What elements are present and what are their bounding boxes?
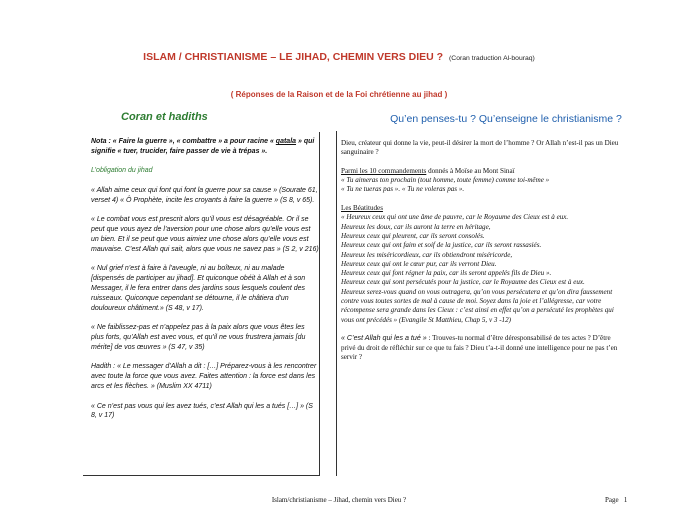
document-title-text: ISLAM / CHRISTIANISME – LE JIHAD, CHEMIN VERS DIEU ? <box>143 51 444 63</box>
quote-paragraph-4: « Ne faiblissez-pas et n’appelez pas à la paix alors que vous êtes les plus forts, qu’Allah est avec vous, et qu’il ne vous frustrera jamais [du mérite] de vos œuvres » (S 47, v 35) <box>91 324 306 351</box>
document-subtitle: ( Réponses de la Raison et de la Foi chrétienne au jihad ) <box>230 90 448 99</box>
beatitude-line: Heureux ceux qui pleurent, car ils seront consolés. <box>341 231 485 240</box>
intro-paragraph: Dieu, créateur qui donne la vie, peut-il désirer la mort de l’homme ? Or Allah n’est-il pas un Dieu sanguinaire ? <box>341 139 619 157</box>
commandments-block <box>341 167 619 195</box>
page-number-value: 1 <box>623 496 628 504</box>
commandments-heading: Parmi les 10 commandements <box>341 166 427 175</box>
beatitude-line: Heureux ceux qui ont faim et soif de la justice, car ils seront rassasiés. <box>341 241 542 250</box>
page-number <box>605 496 627 504</box>
document-title <box>0 51 678 63</box>
quote-paragraph-6: « Ce n’est pas vous qui les avez tués, c’est Allah qui les a tués […] » (S 8, v 17) <box>91 402 313 420</box>
beatitude-line: Heureux ceux qui sont persécutés pour la justice, car le Royaume des Cieux est à eux. <box>341 278 585 287</box>
quote-paragraph-1: « Allah aime ceux qui font qui font la guerre pour sa cause » (Sourate 61, verset 4) « Ô Prophète, incite les croyants à faire la guerre » (S 8, v 65). <box>91 186 318 204</box>
closing-text: : Trouves-tu normal d’être déresponsabilisé de tes actes ? D’être privé du droit de réfléchir sur ce que tu fais ? Dieu t’a-t-il donné une intelligence pour ne pas t’en servir ? <box>341 334 618 361</box>
title-note: (Coran traduction Al-bouraq) <box>449 55 535 62</box>
nota-text-a: Nota : « Faire la guerre », « combattre » a pour racine « <box>91 138 276 145</box>
beatitude-line: Heureux ceux qui font régner la paix, car ils seront appelés fils de Dieu ». <box>341 269 552 278</box>
left-column-heading: Coran et hadiths <box>121 111 208 123</box>
hadith-paragraph: Hadith : « Le messager d’Allah a dit : […] Préparez-vous à les rencontrer avec toute la force que vous avez. Faites attention : la force est dans les arcs et les flèches. » (Muslim XX 4711) <box>91 363 317 390</box>
beatitude-line: Heureux les doux, car ils auront la terre en héritage, <box>341 222 491 231</box>
commandments-heading-rest: donnés à Moïse au Mont Sinaï <box>426 166 515 175</box>
footer-title: Islam/christianisme – Jihad, chemin vers Dieu ? <box>271 496 407 504</box>
obligation-heading: L’obligation du jihad <box>91 167 153 175</box>
commandment-1: « Tu aimeras ton prochain (tout homme, toute femme) comme toi-même » <box>341 176 550 185</box>
beatitudes-heading: Les Béatitudes <box>341 204 383 213</box>
right-column-heading: Qu’en penses-tu ? Qu’enseigne le christianisme ? <box>390 113 622 125</box>
closing-quote: « C’est Allah qui les a tué » <box>341 334 427 343</box>
nota-qatala-word: qatala <box>275 138 297 145</box>
beatitude-line: Heureux les miséricordieux, car ils obtiendront miséricorde, <box>341 250 513 259</box>
nota-paragraph <box>91 137 319 157</box>
quote-paragraph-3: « Nul grief n’est à faire à l’aveugle, ni au boîteux, ni au malade [dispensés de participer au jihad]. Et quiconque obéit à Allah et à son Messager, il le fera entrer dans des jardins sous lesquels coulent des ruisseaux. Quiconque cependant se détourne, il le châtiera d’un douloureux châtiment.» (S 48, v 17). <box>91 265 306 312</box>
beatitudes-block <box>341 204 619 325</box>
beatitude-line: Heureux serez-vous quand on vous outragera, qu’on vous persécutera et qu’on dira faussement contre vous toutes sortes de mal à cause de moi. Soyez dans la joie et l’allégresse, car votre récompense sera grande dans les Cieux : c’est ainsi en effet qu’on a persécuté les prophètes qui vous ont précédés » (Evangile St Matthieu, Chap 5, v 3 -12) <box>341 287 614 324</box>
beatitude-line: « Heureux ceux qui ont une âme de pauvre, car le Royaume des Cieux est à eux. <box>341 213 569 222</box>
left-column <box>91 137 319 431</box>
page-label: Page <box>605 496 619 504</box>
commandment-2: « Tu ne tueras pas ». « Tu ne voleras pas ». <box>341 185 465 194</box>
quote-paragraph-2: « Le combat vous est prescrit alors qu’il vous est désagréable. Or il se peut que vous ayez de l’aversion pour une chose alors qu’elle vous est un bien. Et il se peut que vous aimiez une chose alors qu’elle vous est mauvaise. C’est Allah qui sait, alors que vous ne savez pas » (S 2, v 216) <box>91 216 319 253</box>
beatitude-line: Heureux ceux qui ont le cœur pur, car ils verront Dieu. <box>341 259 497 268</box>
closing-paragraph <box>341 334 619 362</box>
right-column <box>341 139 619 371</box>
nota-text-b: » qui signifie « tuer, trucider, faire passer de vie à trépas ». <box>91 138 315 155</box>
